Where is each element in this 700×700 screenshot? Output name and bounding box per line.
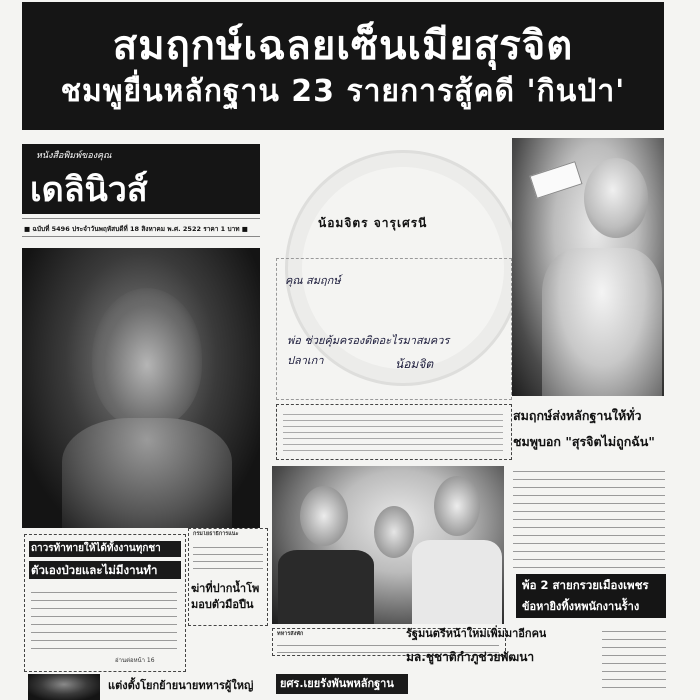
issue-info: ■ ฉบับที่ 5496 ประจำวันพฤหัสบดีที่ 18 สิงหาคม พ.ศ. 2522 ราคา 1 บาท ■ [24, 225, 248, 233]
logo-name: เดลินิวส์ [30, 170, 148, 210]
left-story-box [24, 534, 186, 672]
photo-three-men [272, 466, 504, 624]
photo-bottom-left [28, 674, 100, 700]
bottom-right-box [516, 574, 666, 618]
sub-headline: ชมพูยื่นหลักฐาน 23 รายการสู้คดี 'กินป่า' [60, 74, 626, 109]
face-shape [434, 476, 480, 536]
center-caption: ทหารสั่งพัก [277, 631, 304, 637]
newspaper-logo [22, 144, 260, 214]
note-signature: น้อมจิต [395, 357, 434, 371]
main-headline: สมฤกษ์เฉลยเซ็นเมียสุรจิต [112, 23, 574, 69]
mid-left-head-1: ฆ่าที่ปากน้ำโพ [191, 582, 260, 595]
divider [22, 218, 260, 219]
card-shape [529, 161, 582, 199]
mid-left-story [188, 528, 268, 626]
suit-shape [278, 550, 374, 624]
bottom-center-sub: มล.ชูชาติกำภูช่วยพัฒนา [406, 650, 535, 664]
mid-left-text [193, 541, 263, 571]
right-story-headline-2: ชมพูบอก "สุรจิตไม่ถูกฉัน" [513, 434, 655, 449]
caption-box [276, 404, 512, 460]
bottom-right-box-line-2: ข้อหายิงทิ้งหพนักงานร้ัาง [522, 600, 640, 613]
note-salutation: คุณ สมฤกษ์ [285, 274, 341, 287]
bottom-center-head-2: ยศร.เยยรังพันพหลักฐาน [276, 674, 408, 694]
shirt-shape [412, 540, 502, 624]
right-story-headline-1: สมฤกษ์ส่งหลักฐานให้ทั่ว [513, 408, 642, 423]
note-name-label: น้อมจิตร จารุเศรนี [318, 216, 428, 230]
photo-woman-portrait [22, 248, 260, 528]
note-line-1: พ่อ ช่วยคุ้มครองติดอะไรมาสมควร [287, 334, 450, 347]
face-shape [300, 486, 348, 546]
bottom-right-box-line-1: พ้อ 2 สายกรวยเมืองเพชร [522, 578, 649, 592]
bottom-right-text [602, 624, 666, 694]
face-shape [584, 158, 648, 238]
face-shape [374, 506, 414, 558]
caption-text-lines [283, 409, 503, 455]
handwritten-note [276, 258, 512, 400]
note-line-2: ปลาเกา [287, 354, 324, 367]
face-shape [92, 288, 202, 428]
masthead [22, 2, 664, 130]
right-story-text [513, 464, 665, 572]
shoulder-shape [62, 418, 232, 528]
mid-left-head-2: มอบตัวมือปืน [191, 598, 254, 611]
photo-man-holding-card [512, 138, 664, 396]
left-box-text [31, 585, 177, 655]
left-box-headline-2: ตัวเองป่วยและไม่มีงานทำ [29, 561, 181, 579]
bottom-center-head: รัฐมนตรีหน้าใหม่เพิ่มมาอีกคน [406, 627, 547, 640]
shirt-shape [542, 248, 662, 396]
divider [22, 236, 260, 237]
bottom-left-head: แต่งตั้งโยกย้ายนายทหารผู้ใหญ่ [108, 679, 254, 692]
continued-label: อ่านต่อหน้า 16 [115, 657, 155, 664]
left-box-headline-1: ถาวรท้าทายให้ได้ทั้งงานทุกชา [29, 541, 181, 557]
mid-left-label: กรมโยธาธิการแนะ [193, 531, 239, 537]
logo-tagline: หนังสือพิมพ์ของคุณ [36, 151, 112, 161]
